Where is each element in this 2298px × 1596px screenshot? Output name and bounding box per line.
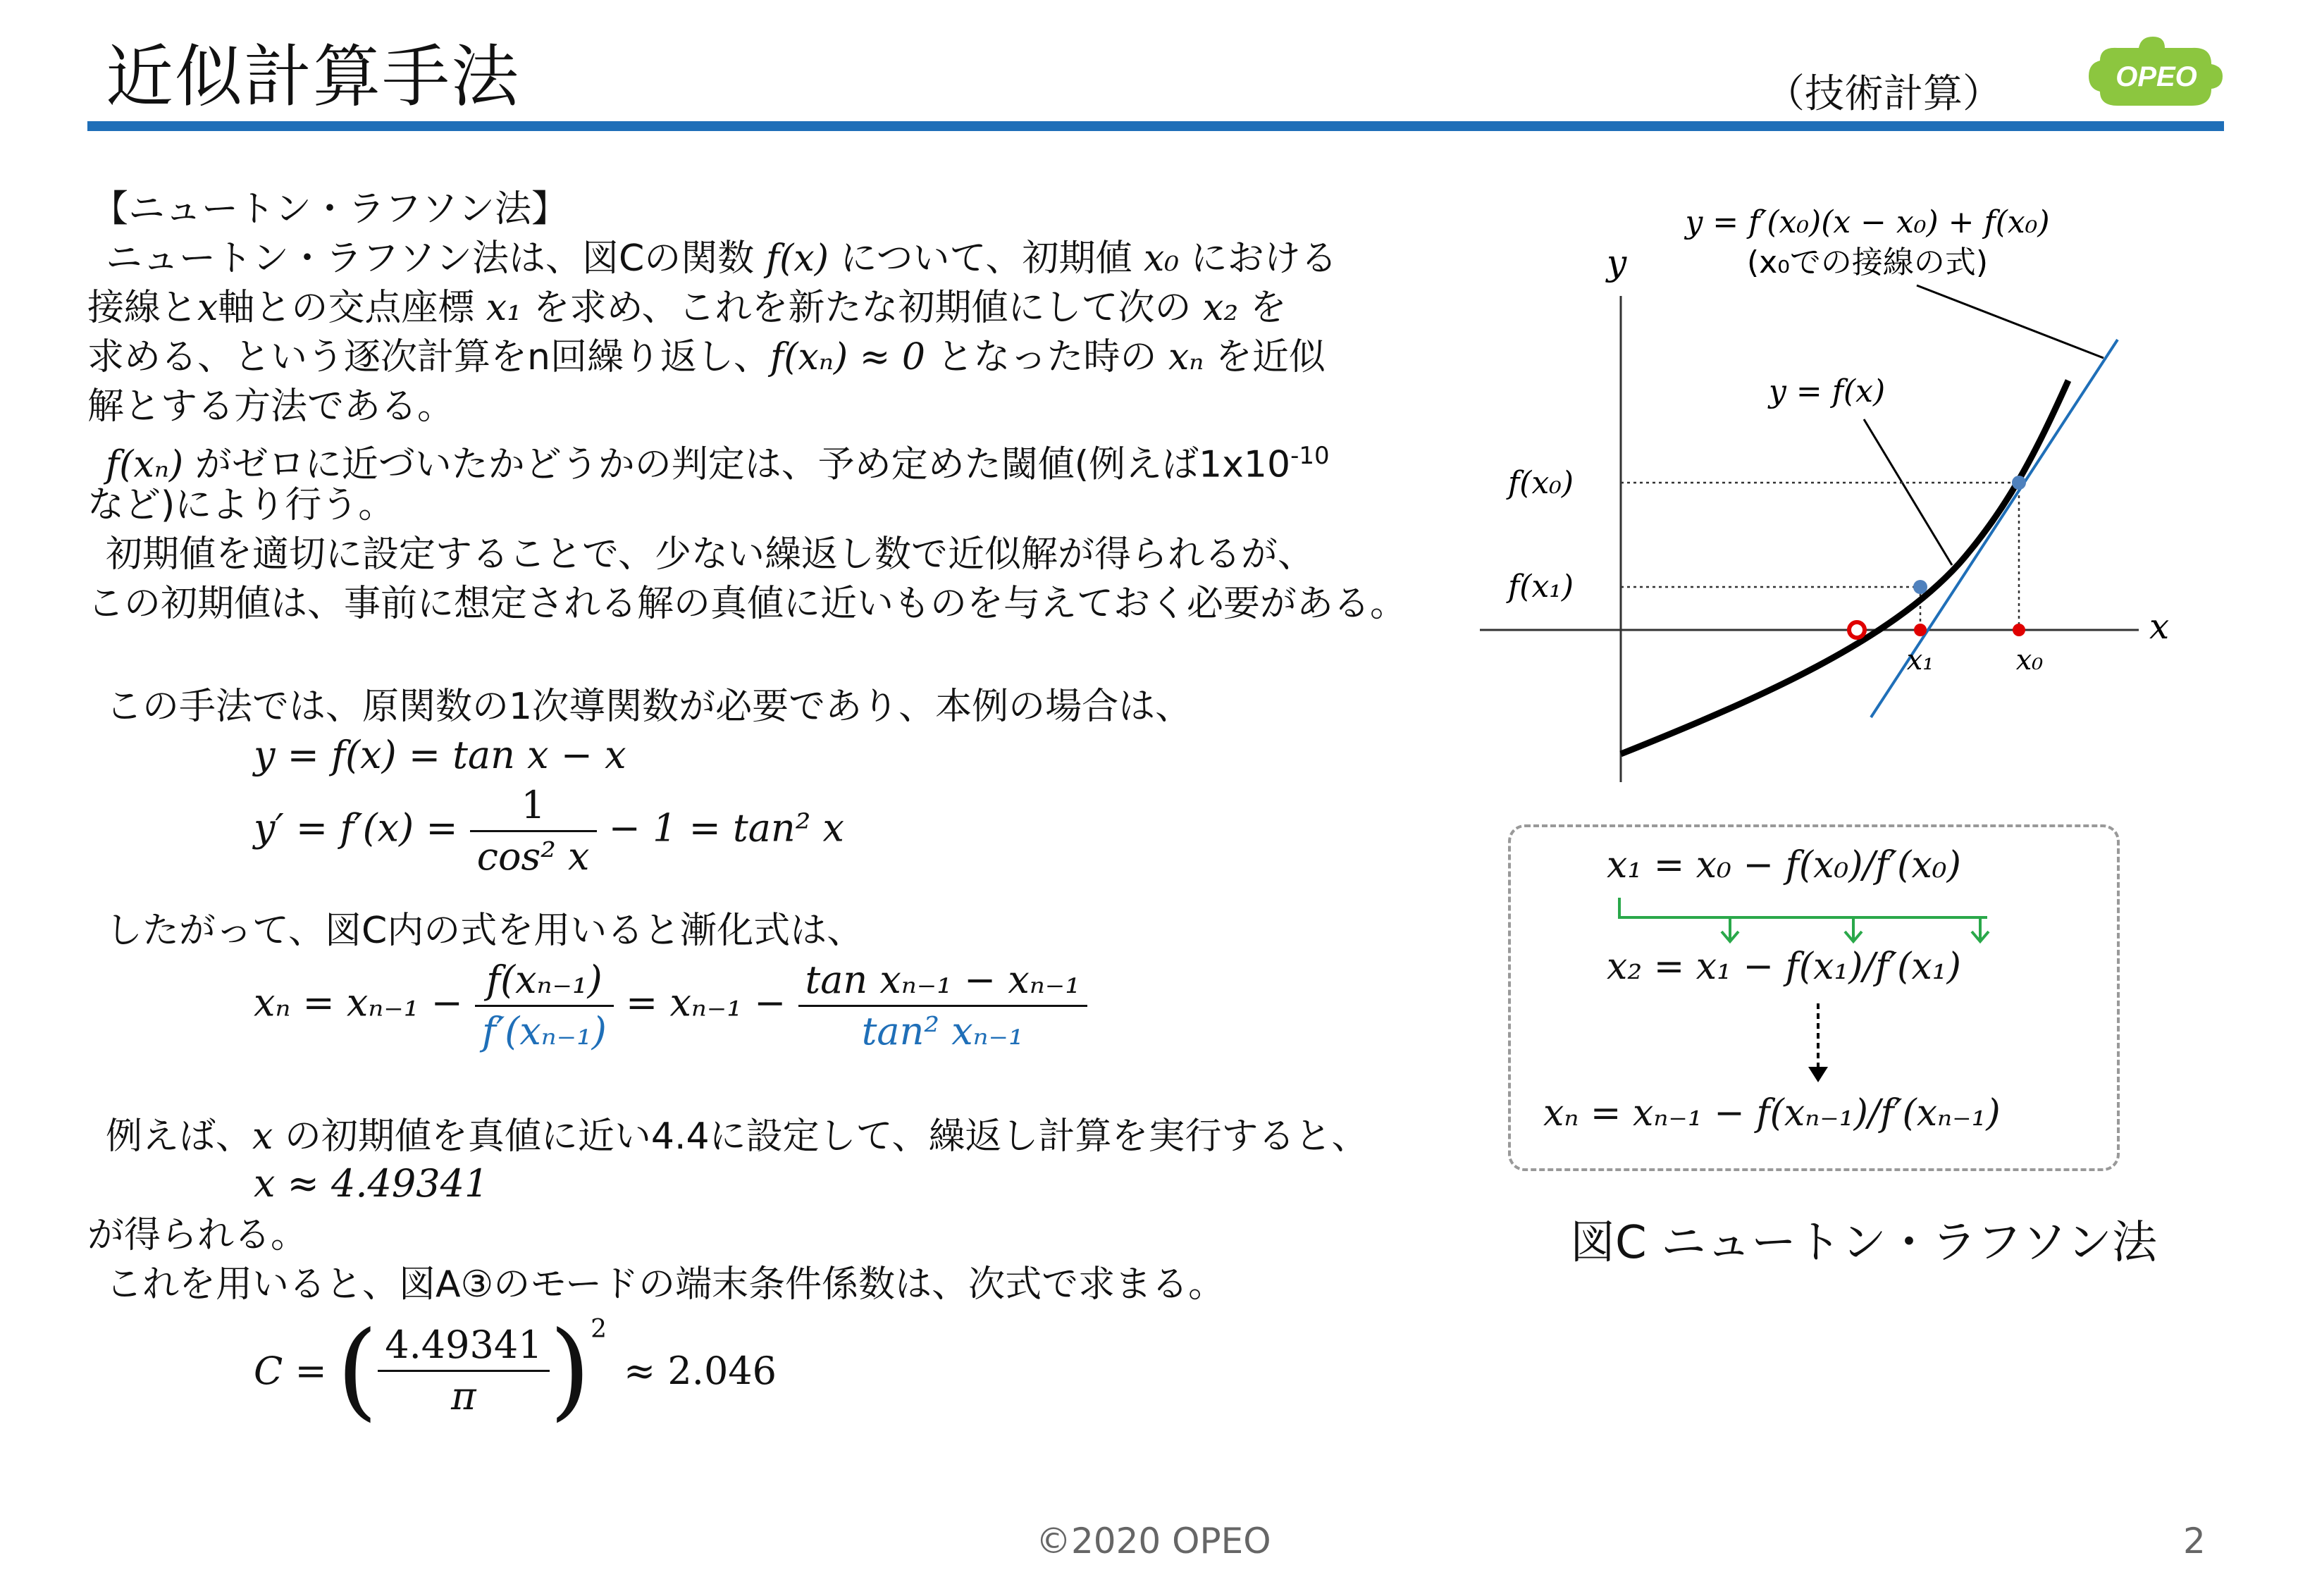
x-axis-label: x bbox=[2149, 606, 2170, 647]
page-category: （技術計算） bbox=[1765, 71, 2002, 117]
figure-caption: 図C ニュートン・ラフソン法 bbox=[1570, 1217, 2158, 1269]
substitution-arrows bbox=[1614, 895, 2008, 951]
paragraph-1-line-3: 求める、という逐次計算をn回繰り返し、f(xₙ) ≈ 0 となった時の xₙ を近似 bbox=[87, 336, 1326, 378]
paragraph-6: 例えば、x の初期値を真値に近い4.4に設定して、繰返し計算を実行すると、 bbox=[106, 1115, 1369, 1158]
copyright: ©2020 OPEO bbox=[1036, 1521, 1271, 1561]
tangent-leader-line bbox=[1917, 285, 2104, 358]
y-axis-label: y bbox=[1607, 242, 1627, 283]
tangent-note: (x₀での接線の式) bbox=[1746, 245, 1989, 280]
x0-label: x₀ bbox=[2015, 644, 2044, 676]
equation-result: x ≈ 4.49341 bbox=[254, 1161, 489, 1206]
recurrence-fraction-2: $\frac{\text{tan xₙ₋₁ − xₙ₋₁}}{\text{tan² xₙ₋₁}}$ bbox=[798, 955, 1087, 1056]
coefficient-fraction: $\frac{4.49341}{\pi}$ bbox=[378, 1320, 549, 1421]
fx0-curve-point bbox=[2012, 476, 2026, 490]
equation-derivative: y′ = f′(x) = $\frac{1}{\text{cos² x}}$ − 1 = tan² x bbox=[254, 781, 844, 881]
paragraph-3-line-2: この初期値は、事前に想定される解の真値に近いものを与えておく必要がある。 bbox=[87, 583, 1407, 625]
paragraph-2-line-2: など)により行う。 bbox=[87, 484, 395, 526]
x1-label: x₁ bbox=[1906, 644, 1934, 676]
paragraph-4: この手法では、原関数の1次導関数が必要であり、本例の場合は、 bbox=[106, 686, 1192, 728]
x1-point bbox=[1914, 624, 1927, 636]
recurrence-step-1: x₁ = x₀ − f(x₀)/f′(x₀) bbox=[1607, 844, 1961, 886]
logo-text: OPEO bbox=[2115, 61, 2197, 92]
header-rule bbox=[87, 121, 2224, 131]
recurrence-step-2: x₂ = x₁ − f(x₁)/f′(x₁) bbox=[1607, 946, 1961, 988]
equation-coefficient: C = ( $\frac{4.49341}{\pi}$ ) 2 ≈ 2.046 bbox=[254, 1309, 777, 1432]
right-paren: ) bbox=[549, 1309, 591, 1432]
paragraph-8: これを用いると、図A③のモードの端末条件係数は、次式で求まる。 bbox=[106, 1263, 1225, 1306]
recurrence-step-n: xₙ = xₙ₋₁ − f(xₙ₋₁)/f′(xₙ₋₁) bbox=[1543, 1092, 2001, 1134]
x0-point bbox=[2013, 624, 2025, 636]
fx1-label: f(x₁) bbox=[1508, 569, 1574, 605]
newton-raphson-figure bbox=[1466, 204, 2170, 796]
tangent-equation: y = f′(x₀)(x − x₀) + f(x₀) bbox=[1685, 204, 2050, 240]
substitution-bracket bbox=[1619, 898, 1987, 917]
fx1-curve-point bbox=[1913, 580, 1927, 594]
paragraph-2-line-1: f(xₙ) がゼロに近づいたかどうかの判定は、予め定めた閾値(例えば$1x10^{-10}$ bbox=[106, 442, 1330, 486]
paragraph-1-line-1: ニュートン・ラフソン法は、図Cの関数 f(x) について、初期値 x₀ における bbox=[106, 237, 1338, 280]
opeo-logo bbox=[2086, 32, 2227, 117]
paragraph-1-line-4: 解とする方法である。 bbox=[87, 385, 455, 428]
equation-recurrence: xₙ = xₙ₋₁ − $\frac{\text{f(xₙ₋₁)}}{\text{f′(xₙ₋₁)}}$ = xₙ₋₁ − $\frac{\text{tan xₙ₋₁ − xₙ₋₁}}{\text{tan² xₙ₋₁}}$ bbox=[254, 955, 1087, 1056]
x0-symbol: x₀ bbox=[1143, 237, 1180, 280]
fx-symbol: f(x) bbox=[765, 237, 829, 280]
paragraph-5: したがって、図C内の式を用いると漸化式は、 bbox=[106, 910, 864, 952]
dashed-arrow-head bbox=[1808, 1067, 1828, 1082]
continuation-arrow bbox=[1804, 1001, 1832, 1085]
curve-leader-line bbox=[1864, 419, 1952, 565]
fx0-label: f(x₀) bbox=[1508, 465, 1574, 501]
page-title: 近似計算手法 bbox=[106, 37, 520, 116]
curve-label: y = f(x) bbox=[1769, 373, 1886, 409]
page-number: 2 bbox=[2183, 1521, 2206, 1561]
paragraph-1-line-2: 接線とx軸との交点座標 x₁ を求め、これを新たな初期値にして次の x₂ を bbox=[87, 287, 1287, 329]
recurrence-fraction-1: $\frac{\text{f(xₙ₋₁)}}{\text{f′(xₙ₋₁)}}$ bbox=[475, 955, 614, 1056]
root-marker bbox=[1849, 622, 1865, 638]
function-curve bbox=[1621, 381, 2068, 754]
equation-function: y = f(x) = tan x − x bbox=[254, 733, 626, 777]
left-paren: ( bbox=[336, 1309, 378, 1432]
paragraph-7: が得られる。 bbox=[87, 1214, 308, 1256]
section-heading: 【ニュートン・ラフソン法】 bbox=[92, 188, 569, 230]
paragraph-3-line-1: 初期値を適切に設定することで、少ない繰返し数で近似解が得られるが、 bbox=[106, 533, 1314, 576]
derivative-fraction: $\frac{1}{\text{cos² x}}$ bbox=[470, 781, 597, 881]
